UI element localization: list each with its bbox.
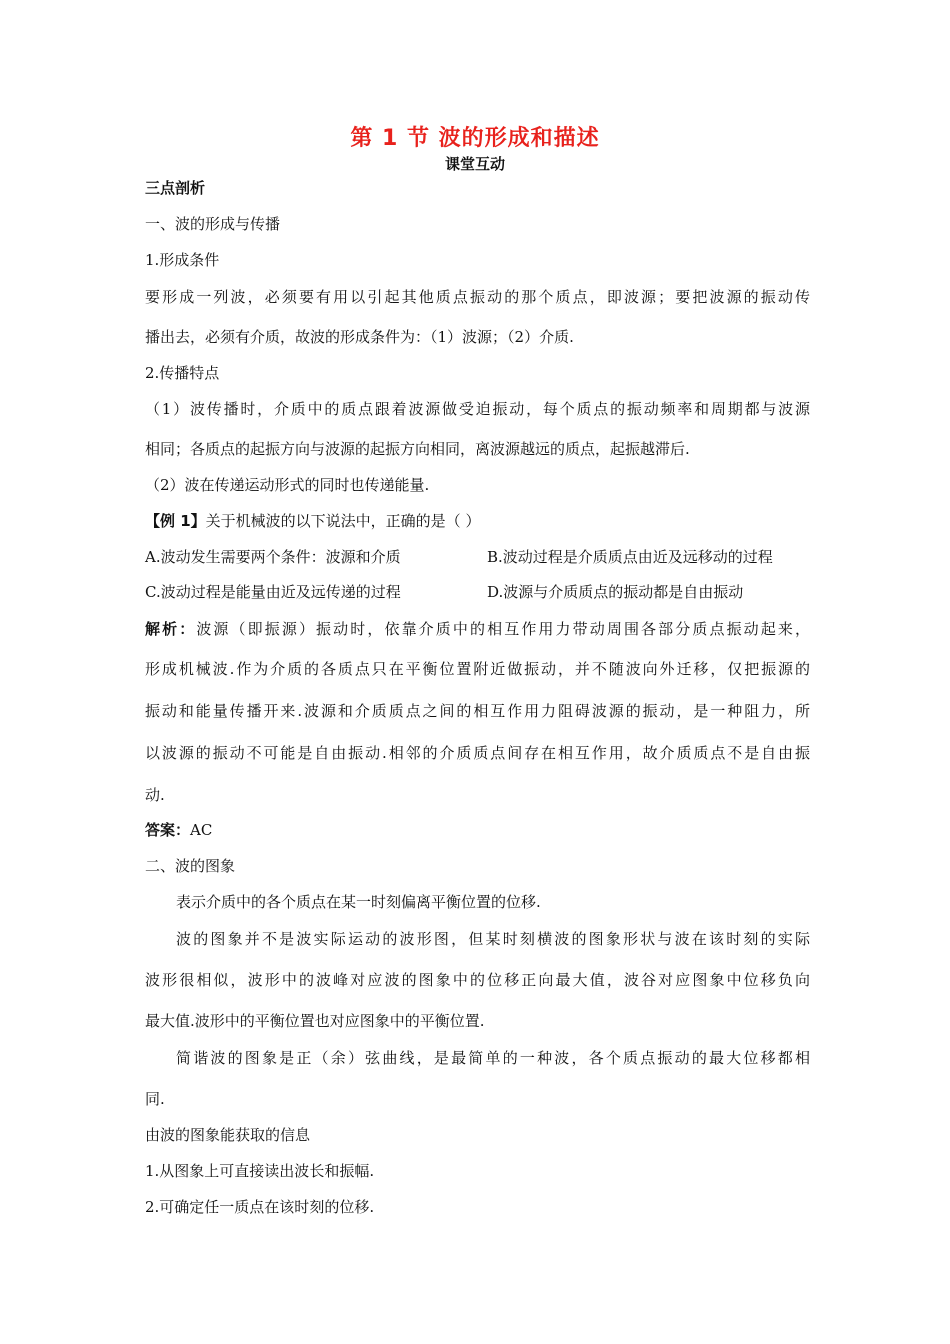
info-heading: 由波的图象能获取的信息 [145, 1126, 311, 1144]
paragraph-line: 要形成一列波，必须要有用以引起其他质点振动的那个质点，即波源；要把波源的振动传 [145, 288, 810, 306]
paragraph-line: 表示介质中的各个质点在某一时刻偏离平衡位置的位移. [176, 893, 541, 911]
page-title: 第 1 节 波的形成和描述 [350, 126, 600, 151]
paragraph-line: 简谐波的图象是正（余）弦曲线，是最简单的一种波，各个质点振动的最大位移都相 [176, 1049, 810, 1067]
option-b: B.波动过程是介质质点由近及远移动的过程 [487, 548, 773, 566]
list-item: 1.从图象上可直接读出波长和振幅. [145, 1162, 375, 1180]
paragraph-line: 同. [145, 1090, 165, 1108]
paragraph-line: （2）波在传递运动形式的同时也传递能量. [145, 476, 430, 494]
paragraph-line: 波的图象并不是波实际运动的波形图，但某时刻横波的图象形状与波在该时刻的实际 [176, 930, 810, 948]
paragraph-line: （1）波传播时，介质中的质点跟着波源做受迫振动，每个质点的振动频率和周期都与波源 [145, 400, 810, 418]
answer-value: AC [190, 821, 213, 839]
analysis-line: 以波源的振动不可能是自由振动.相邻的介质质点间存在相互作用，故介质质点不是自由振 [145, 744, 810, 762]
analysis-line: 动. [145, 786, 165, 804]
analysis-line: 形成机械波.作为介质的各质点只在平衡位置附近做振动，并不随波向外迁移，仅把振源的 [145, 660, 810, 678]
page-subtitle: 课堂互动 [444, 155, 505, 173]
subheading-formation-conditions: 1.形成条件 [145, 251, 220, 269]
analysis-line [145, 619, 810, 639]
answer-line [145, 820, 212, 840]
section-heading: 三点剖析 [145, 179, 206, 197]
paragraph-line: 波形很相似，波形中的波峰对应波的图象中的位移正向最大值，波谷对应图象中位移负向 [145, 971, 810, 989]
paragraph-line: 相同；各质点的起振方向与波源的起振方向相同，离波源越远的质点，起振越滞后. [145, 440, 690, 458]
option-a: A.波动发生需要两个条件：波源和介质 [145, 548, 401, 566]
paragraph-line: 最大值.波形中的平衡位置也对应图象中的平衡位置. [145, 1012, 485, 1030]
option-d: D.波源与介质质点的振动都是自由振动 [487, 583, 744, 601]
example-text: 关于机械波的以下说法中，正确的是（ ） [205, 512, 481, 530]
section-1-heading: 一、波的形成与传播 [145, 215, 281, 233]
example-label: 【例 1】 [145, 512, 206, 530]
paragraph-line: 播出去，必须有介质，故波的形成条件为：（1）波源；（2）介质. [145, 328, 574, 346]
option-c: C.波动过程是能量由近及远传递的过程 [145, 583, 401, 601]
analysis-line: 振动和能量传播开来.波源和介质质点之间的相互作用力阻碍波源的振动，是一种阻力，所 [145, 702, 810, 720]
analysis-text: 波源（即振源）振动时，依靠介质中的相互作用力带动周围各部分质点振动起来， [196, 620, 810, 638]
section-2-heading: 二、波的图象 [145, 857, 236, 875]
example-question [145, 511, 480, 531]
subheading-propagation: 2.传播特点 [145, 364, 220, 382]
answer-label: 答案： [145, 821, 191, 839]
analysis-label: 解析： [145, 620, 197, 638]
list-item: 2.可确定任一质点在该时刻的位移. [145, 1198, 375, 1216]
